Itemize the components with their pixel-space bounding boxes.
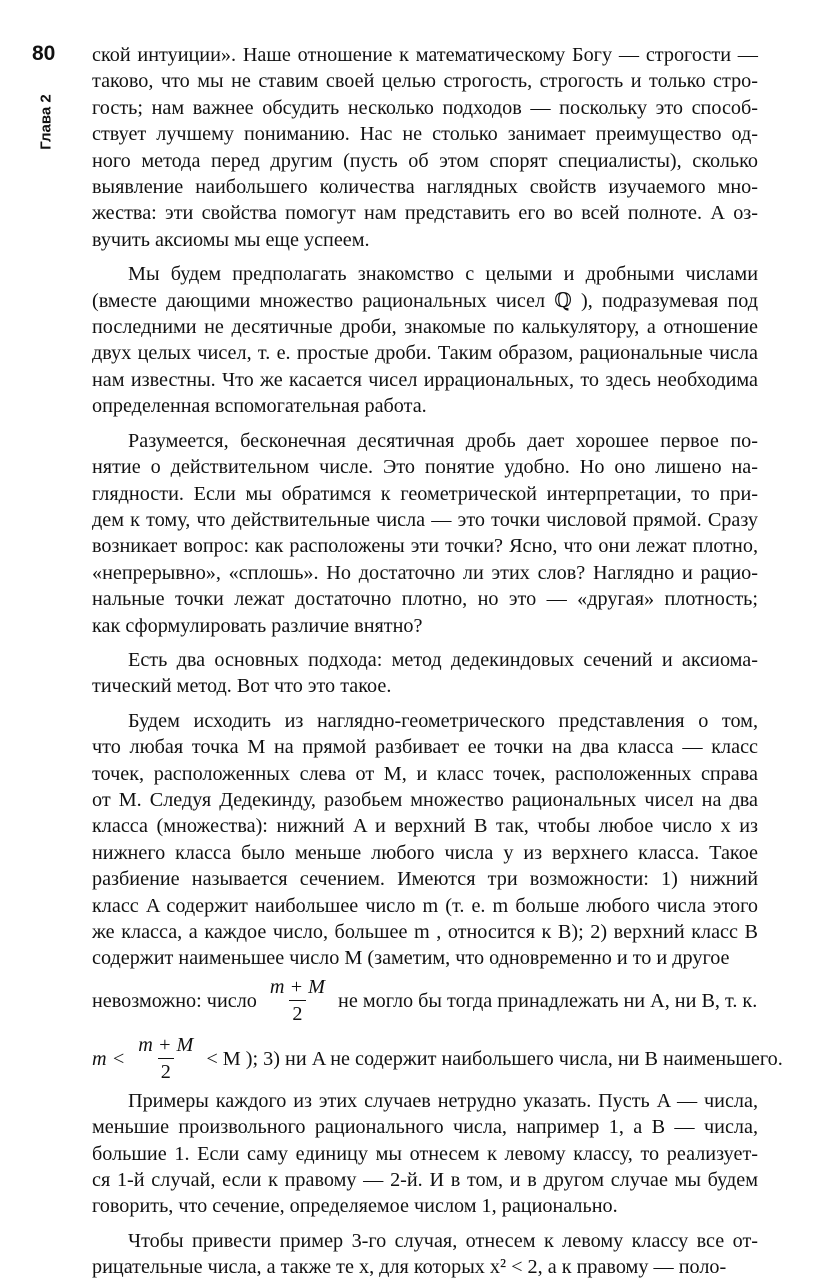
text-line: возникает вопрос: как расположены эти точки? Ясно, что они лежат плотно,	[92, 535, 758, 558]
text-line: Примеры каждого из этих случаев нетрудно указать. Пусть A — числа,	[128, 1089, 758, 1112]
text-line: точек, расположенных слева от M, и класс точек, расположенных справа	[92, 762, 758, 785]
text-line: класс A содержит наибольшее число m (т. е. m больше любого числа этого	[92, 894, 758, 917]
paragraph	[92, 1228, 758, 1281]
chapter-label: Глава 2	[37, 94, 55, 150]
paragraphs-before	[92, 42, 758, 972]
text-line: разбиение называется сечением. Имеются три возможности: 1) нижний	[92, 868, 758, 891]
fraction-1	[267, 974, 328, 1028]
fraction-2	[135, 1032, 196, 1086]
formula-line-1	[92, 972, 758, 1030]
text-line: нижнего класса было меньше любого числа y из верхнего класса. Такое	[92, 841, 758, 864]
paragraph	[92, 647, 758, 700]
text-line: двух целых чисел, т. е. простые дроби. Таким образом, рациональные числа	[92, 342, 758, 365]
text-line: «непрерывно», «сплошь». Но достаточно ли этих слов? Наглядно и рацио-	[92, 561, 758, 584]
text-line: дем к тому, что действительные числа — это точки числовой прямой. Сразу	[92, 508, 758, 531]
text-line: (вместе дающими множество рациональных чисел ℚ ), подразумевая под	[92, 289, 758, 312]
text-line: Будем исходить из наглядно-геометрического представления о том,	[128, 709, 758, 732]
text-line: ствует лучшему пониманию. Нас не столько занимает преимущество од-	[92, 123, 758, 146]
page-number: 80	[32, 42, 56, 65]
formula-2-after: < M ); 3) ни A не содержит наибольшего числа, ни B наименьшего.	[206, 1047, 783, 1070]
paragraph	[92, 42, 758, 253]
text-line: как сформулировать различие внятно?	[92, 614, 423, 637]
fraction-1-denominator: 2	[289, 1000, 305, 1027]
paragraph	[92, 708, 758, 972]
text-line: содержит наименьшее число M (заметим, что одновременно и то и другое	[92, 947, 730, 970]
text-line: выявление наибольшего количества наглядных свойств изучаемого мно-	[92, 176, 758, 199]
text-line: жества: эти свойства помогут нам представить его во всей полноте. А оз-	[92, 202, 758, 225]
formula-line-2	[92, 1030, 783, 1088]
formula-1-after: не могло бы тогда принадлежать ни A, ни B, т. к.	[338, 989, 758, 1012]
text-line: Есть два основных подхода: метод дедекиндовых сечений и аксиома-	[128, 648, 758, 671]
text-line: таково, что мы не ставим своей целью строгость, строгость и только стро-	[92, 70, 758, 93]
text-line: от M. Следуя Дедекинду, разобьем множество рациональных чисел на два	[92, 788, 758, 811]
paragraph	[92, 261, 758, 419]
paragraph	[92, 428, 758, 639]
text-line: рицательные числа, а также те x, для которых x² < 2, а к правому — поло-	[92, 1256, 727, 1279]
fraction-1-numerator: m + M	[269, 975, 326, 998]
text-line: нам известны. Что же касается чисел иррациональных, то здесь необходима	[92, 368, 758, 391]
text-line: глядности. Если мы обратимся к геометрической интерпретации, то при-	[92, 482, 758, 505]
text-line: вучить аксиомы мы еще успеем.	[92, 228, 370, 251]
fraction-2-denominator: 2	[158, 1058, 174, 1085]
text-line: гость; нам важнее обсудить несколько подходов — поскольку это способ-	[92, 96, 758, 119]
text-line: ской интуиции». Наше отношение к математическому Богу — строгости —	[92, 44, 758, 66]
text-line: что любая точка M на прямой разбивает ее точки на два класса — класс	[92, 736, 758, 759]
text-line: Мы будем предполагать знакомство с целыми и дробными числами	[128, 263, 758, 286]
text-line: меньшие произвольного рационального числа, например 1, а B — числа,	[92, 1116, 758, 1139]
text-body	[92, 42, 783, 1281]
text-line: определенная вспомогательная работа.	[92, 395, 427, 418]
text-line: Чтобы привести пример 3-го случая, отнесем к левому классу все от-	[128, 1229, 758, 1252]
paragraphs-after	[92, 1088, 758, 1281]
text-line: ного метода перед другим (пусть об этом спорят специалисты), сколько	[92, 149, 758, 172]
text-line: нятие о действительном числе. Это понятие удобно. Но оно лишено на-	[92, 456, 758, 479]
text-line: Разумеется, бесконечная десятичная дробь дает хорошее первое по-	[128, 429, 758, 452]
formula-2-before: m <	[92, 1047, 126, 1070]
fraction-2-numerator: m + M	[138, 1033, 194, 1056]
text-line: говорить, что сечение, определяемое числом 1, рационально.	[92, 1195, 618, 1218]
text-line: нальные точки лежат достаточно плотно, но это — «другая» плотность;	[92, 588, 758, 611]
text-line: тический метод. Вот что это такое.	[92, 675, 392, 698]
text-line: класса (множества): нижний A и верхний B так, чтобы любое число x из	[92, 815, 758, 838]
text-line: большие 1. Если саму единицу мы отнесем к левому классу, то реализует-	[92, 1142, 758, 1165]
formula-1-before: невозможно: число	[92, 989, 257, 1012]
text-line: последними не десятичные дроби, знакомые по калькулятору, а отношение	[92, 316, 758, 339]
text-line: же класса, а каждое число, большее m , относится к B); 2) верхний класс B	[92, 921, 758, 943]
paragraph	[92, 1088, 758, 1220]
text-line: ся 1-й случай, если к правому — 2-й. И в том, и в другом случае мы будем	[92, 1169, 758, 1192]
